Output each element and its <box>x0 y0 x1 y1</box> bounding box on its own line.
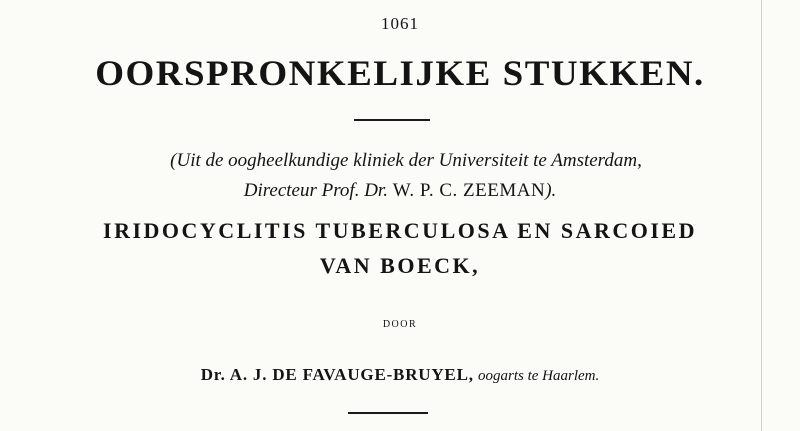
section-heading: OORSPRONKELIJKE STUKKEN. <box>95 53 705 94</box>
article-title-line-2: VAN BOECK, <box>319 253 481 278</box>
source-note-suffix: ). <box>545 180 557 201</box>
author-affiliation: oogarts te Haarlem. <box>478 368 600 384</box>
source-note-line-2 <box>0 180 800 202</box>
bottom-divider <box>348 412 428 414</box>
article-title-line-1: IRIDOCYCLITIS TUBERCULOSA EN SARCOIED <box>103 218 697 243</box>
author-name: Dr. A. J. DE FAVAUGE-BRUYEL, <box>200 365 474 384</box>
author-line <box>0 365 800 385</box>
source-note-line-1: (Uit de oogheelkundige kliniek der Universiteit te Amsterdam, <box>170 150 642 171</box>
top-divider <box>354 119 430 121</box>
page-number: 1061 <box>381 14 419 33</box>
director-name: W. P. C. ZEEMAN <box>392 180 546 201</box>
source-note-prefix: Directeur Prof. Dr. <box>243 180 388 201</box>
byline-word: DOOR <box>382 319 418 330</box>
